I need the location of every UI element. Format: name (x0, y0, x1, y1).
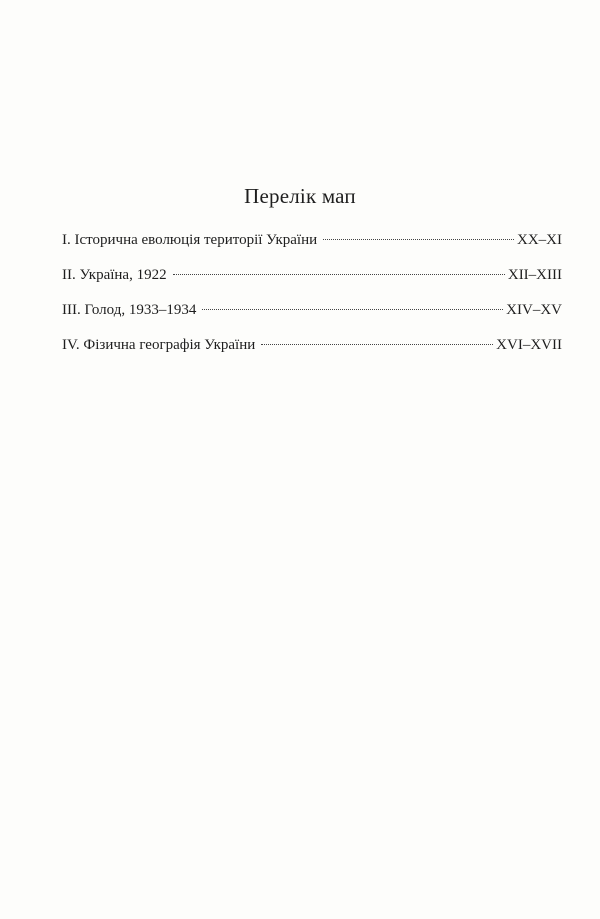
toc-entry (62, 265, 562, 300)
toc-entry-label: IV. Фізична географія України (62, 337, 256, 353)
dot-leader (323, 239, 514, 240)
list-of-maps (62, 230, 562, 370)
toc-entry-label: II. Україна, 1922 (62, 267, 167, 283)
toc-entry (62, 335, 562, 370)
toc-entry-label: I. Історична еволюція території України (62, 232, 318, 248)
dot-leader (173, 274, 505, 275)
page-title: Перелік мап (244, 184, 356, 208)
toc-entry-pages: XIV–XV (506, 302, 562, 318)
dot-leader (202, 309, 503, 310)
toc-entry-pages: XII–XIII (507, 267, 562, 283)
toc-entry-pages: XVI–XVII (496, 337, 562, 353)
dot-leader (261, 344, 493, 345)
toc-entry (62, 230, 562, 265)
toc-entry-label: III. Голод, 1933–1934 (62, 302, 197, 318)
toc-entry (62, 300, 562, 335)
toc-entry-pages: XX–XI (517, 232, 562, 248)
